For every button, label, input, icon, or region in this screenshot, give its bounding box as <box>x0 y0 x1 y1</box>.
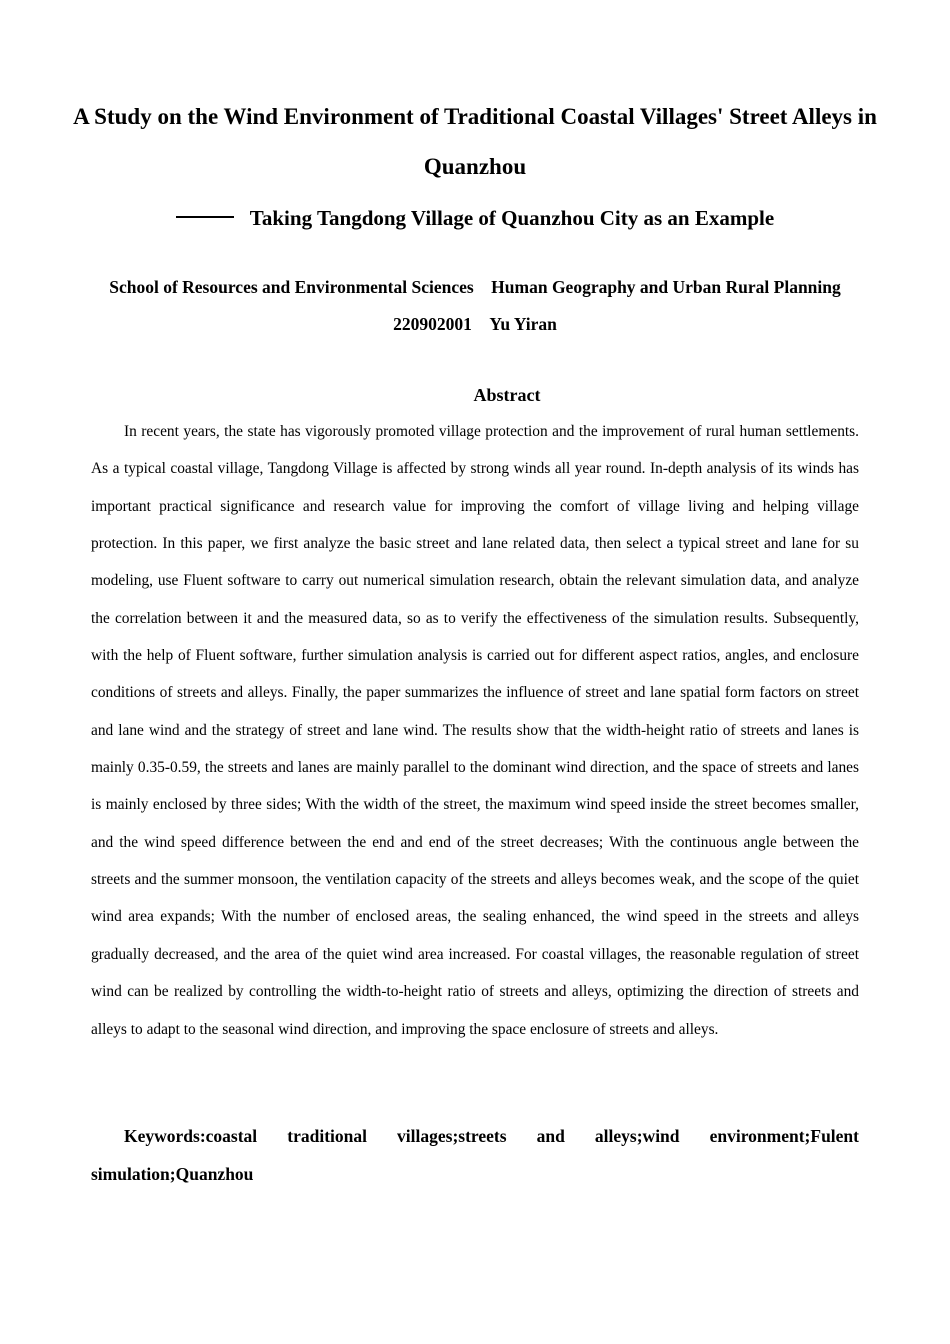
abstract-heading: Abstract <box>473 385 541 405</box>
subtitle-dash <box>176 216 234 218</box>
author-affiliation: School of Resources and Environmental Sciences Human Geography and Urban Rural Planning 220902001 Yu Yiran <box>109 277 841 334</box>
keywords: Keywords:coastal traditional villages;streets and alleys;wind environment;Fulent simulation;Quanzhou <box>91 1126 859 1184</box>
subtitle-text: Taking Tangdong Village of Quanzhou City as an Example <box>249 206 775 230</box>
abstract-body: In recent years, the state has vigorously promoted village protection and the improvement of rural human settlements. As a typical coastal village, Tangdong Village is affected by strong winds all year round. In-depth analysis of its winds has important practical significance and research value for improving the comfort of village living and helping village protection. In this paper, we first analyze the basic street and lane related data, then select a typical street and lane for su modeling, use Fluent software to carry out numerical simulation research, obtain the relevant simulation data, and analyze the correlation between it and the measured data, so as to verify the effectiveness of the simulation results. Subsequently, with the help of Fluent software, further simulation analysis is carried out for different aspect ratios, angles, and enclosure conditions of streets and alleys. Finally, the paper summarizes the influence of street and lane spatial form factors on street and lane wind and the strategy of street and lane wind. The results show that the width-height ratio of streets and lanes is mainly 0.35-0.59, the streets and lanes are mainly parallel to the dominant wind direction, and the space of streets and lanes is mainly enclosed by three sides; With the width of the street, the maximum wind speed inside the street becomes smaller, and the wind speed difference between the end and end of the street decreases; With the continuous angle between the streets and the summer monsoon, the ventilation capacity of the streets and alleys becomes weak, and the scope of the quiet wind area expands; With the number of enclosed areas, the sealing enhanced, the wind speed in the streets and alleys gradually decreased, and the area of the quiet wind area increased. For coastal villages, the reasonable regulation of street wind can be realized by controlling the width-to-height ratio of streets and alleys, optimizing the direction of streets and alleys to adapt to the seasonal wind direction, and improving the space enclosure of streets and alleys. <box>91 423 859 1038</box>
paper-title: A Study on the Wind Environment of Traditional Coastal Villages' Street Alleys in Quanzhou <box>73 104 877 179</box>
paper-subtitle <box>60 201 890 235</box>
